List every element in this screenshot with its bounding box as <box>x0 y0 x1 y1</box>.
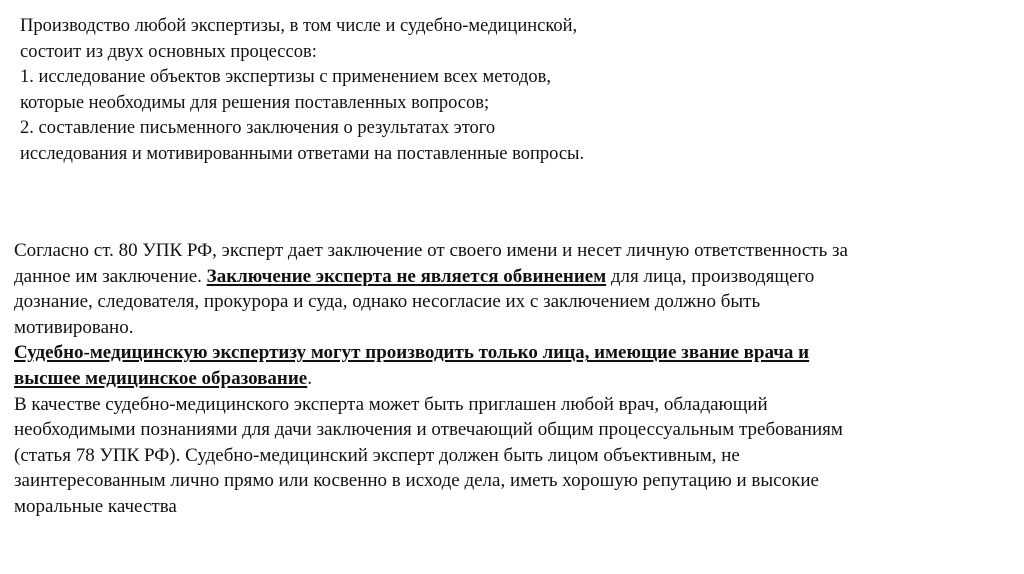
text-segment: для лица, производящего <box>606 265 815 287</box>
text-line: В качестве судебно-медицинского эксперта может быть приглашен любой врач, обладающий <box>14 393 768 415</box>
text-line: 2. составление письменного заключения о результатах этого <box>20 118 496 139</box>
text-line: Производство любой экспертизы, в том числе и судебно-медицинской, <box>20 16 578 36</box>
text-line: исследования и мотивированными ответами на поставленные вопросы. <box>20 143 585 164</box>
text-line: которые необходимы для решения поставленных вопросов; <box>20 92 490 113</box>
text-line: состоит из двух основных процессов: <box>20 41 317 62</box>
text-line: мотивировано. <box>14 316 134 338</box>
text-line: дознание, следователя, прокурора и суда, однако несогласие их с заключением должно быть <box>14 291 761 313</box>
emphasis-not-accusation: Заключение эксперта не является обвинением <box>206 265 607 287</box>
emphasis-who-can-perform: Судебно-медицинскую экспертизу могут производить только лица, имеющие звание врача и <box>14 342 810 364</box>
text-line <box>14 264 1014 290</box>
emphasis-higher-education: высшее медицинское образование <box>14 367 308 389</box>
text-line: моральные качества <box>14 495 177 517</box>
text-line: 1. исследование объектов экспертизы с применением всех методов, <box>20 67 552 88</box>
text-segment: данное им заключение. <box>14 265 207 287</box>
text-segment: . <box>307 367 312 389</box>
text-line: заинтересованным лично прямо или косвенно в исходе дела, иметь хорошую репутацию и высокие <box>14 470 819 492</box>
expertise-processes-paragraph <box>20 14 720 168</box>
expert-conclusion-text <box>14 238 1014 520</box>
text-line: необходимыми познаниями для дачи заключения и отвечающий общим процессуальным требованиям <box>14 419 843 441</box>
text-line <box>14 366 1014 392</box>
text-line: Согласно ст. 80 УПК РФ, эксперт дает заключение от своего имени и несет личную ответственность за <box>14 240 848 261</box>
text-line: (статья 78 УПК РФ). Судебно-медицинский эксперт должен быть лицом объективным, не <box>14 444 740 466</box>
